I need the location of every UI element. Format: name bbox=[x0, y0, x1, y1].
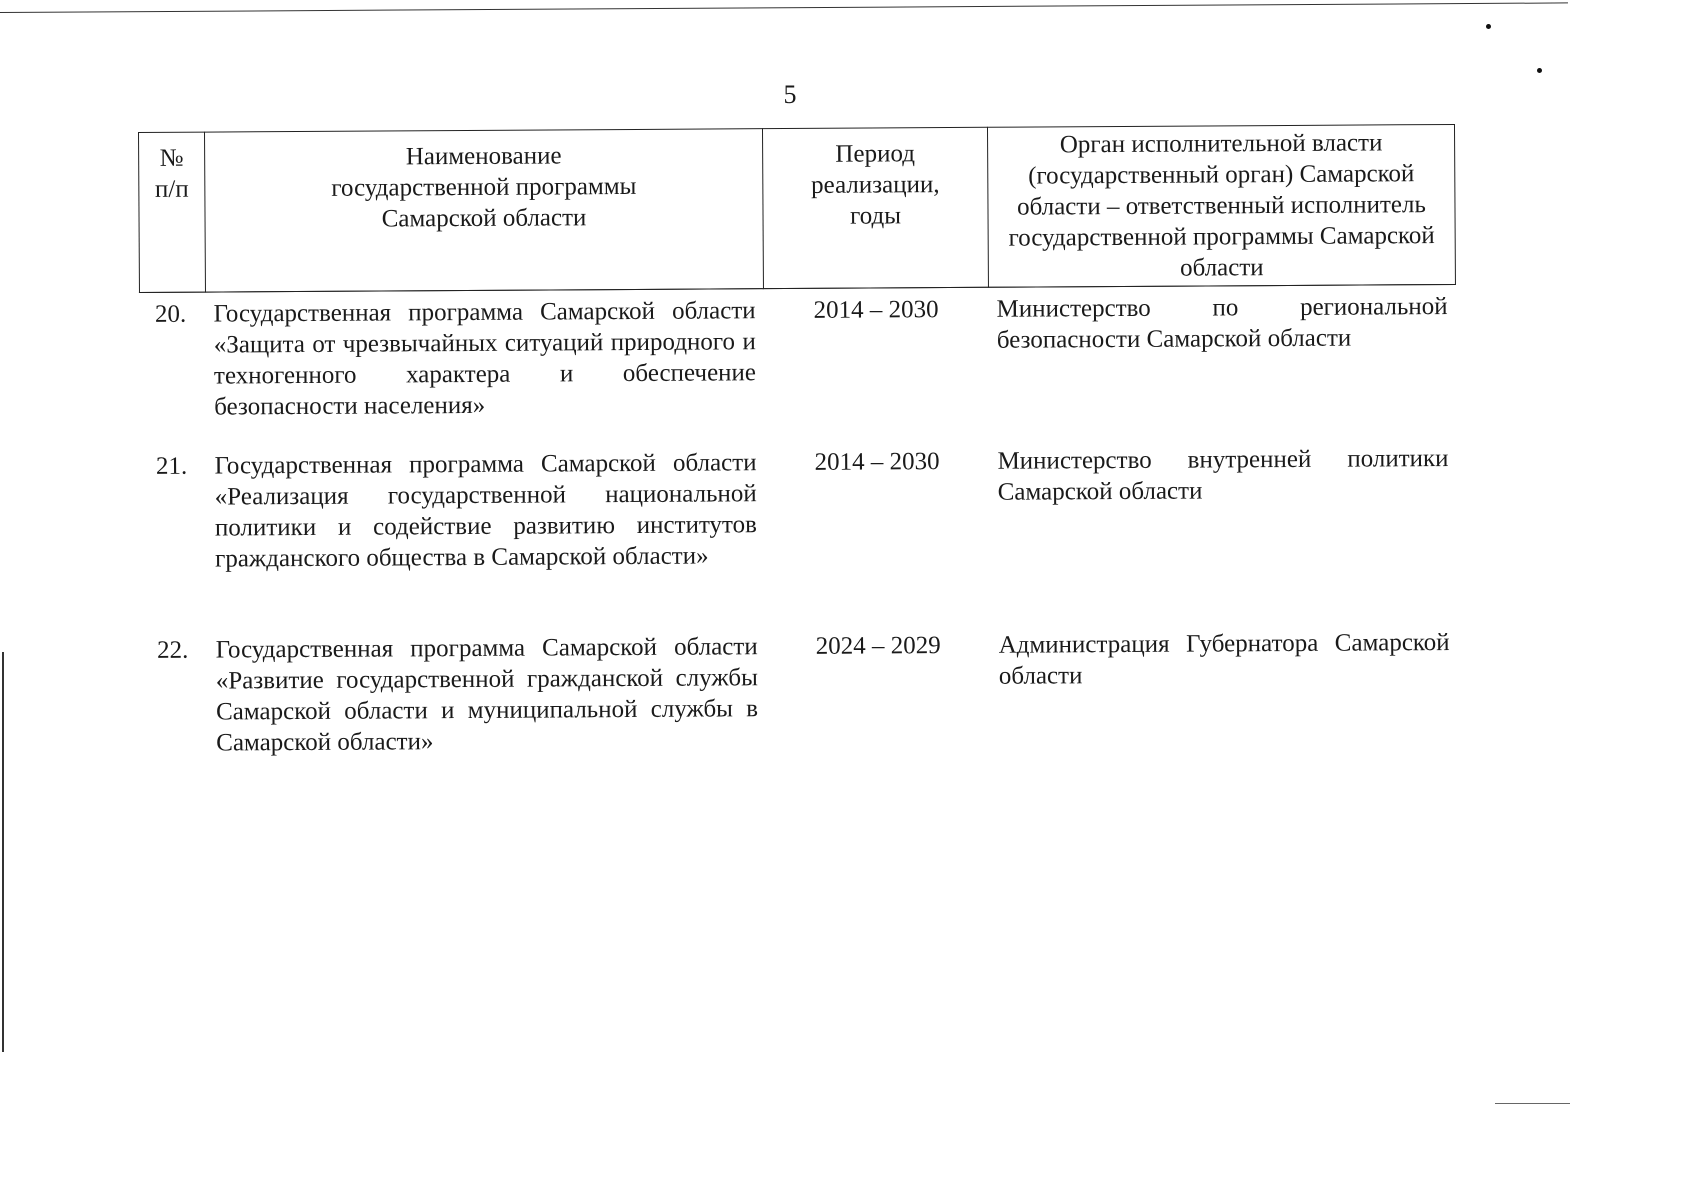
table-row bbox=[139, 284, 1456, 445]
scan-speck bbox=[1537, 68, 1542, 73]
table-row bbox=[142, 621, 1459, 775]
row-number: 22. bbox=[156, 636, 189, 664]
scan-edge-line bbox=[1495, 1103, 1570, 1104]
program-period: 2014 – 2030 bbox=[813, 296, 939, 324]
responsible-body: Администрация Губернатора Самарской области bbox=[998, 628, 1450, 690]
responsible-body: Министерство по региональной безопасности Самарской области bbox=[996, 293, 1448, 354]
header-num bbox=[139, 132, 206, 292]
responsible-body: Министерство внутренней политики Самарской области bbox=[997, 445, 1449, 506]
scan-speck bbox=[1486, 24, 1491, 29]
header-period bbox=[762, 127, 988, 288]
header-num-text: № п/п bbox=[154, 144, 189, 203]
program-name: Государственная программа Самарской области «Защита от чрезвычайных ситуаций природного и техногенного характера и обеспечение безопасности населения» bbox=[213, 297, 757, 421]
header-org-text: Орган исполнительной власти (государственный орган) Самарской области – ответственный исполнитель государственной программы Самарской области bbox=[1008, 129, 1435, 282]
program-name: Государственная программа Самарской области «Реализация государственной национальной политики и содействие развитию институтов гражданского общества в Самарской области» bbox=[214, 449, 757, 573]
page-number: 5 bbox=[783, 80, 797, 109]
program-period: 2024 – 2029 bbox=[815, 632, 941, 660]
row-number: 20. bbox=[154, 300, 187, 328]
document-body bbox=[138, 124, 1458, 775]
header-row bbox=[139, 124, 1456, 292]
table-body bbox=[139, 284, 1458, 775]
program-name: Государственная программа Самарской области «Развитие государственной гражданской службы Самарской области и муниципальной службы в Самарской области» bbox=[215, 633, 759, 757]
program-period: 2014 – 2030 bbox=[814, 448, 940, 476]
programs-table bbox=[138, 124, 1459, 775]
header-org bbox=[987, 124, 1455, 287]
header-name bbox=[205, 129, 764, 292]
table-header bbox=[139, 124, 1456, 292]
header-name-text: Наименование государственной программы Самарской области bbox=[331, 142, 637, 233]
row-number: 21. bbox=[155, 452, 188, 480]
scan-edge-line bbox=[0, 2, 1568, 13]
scan-edge-mark bbox=[2, 652, 4, 1052]
table-row bbox=[140, 437, 1457, 629]
header-period-text: Период реализации, годы bbox=[811, 140, 940, 230]
